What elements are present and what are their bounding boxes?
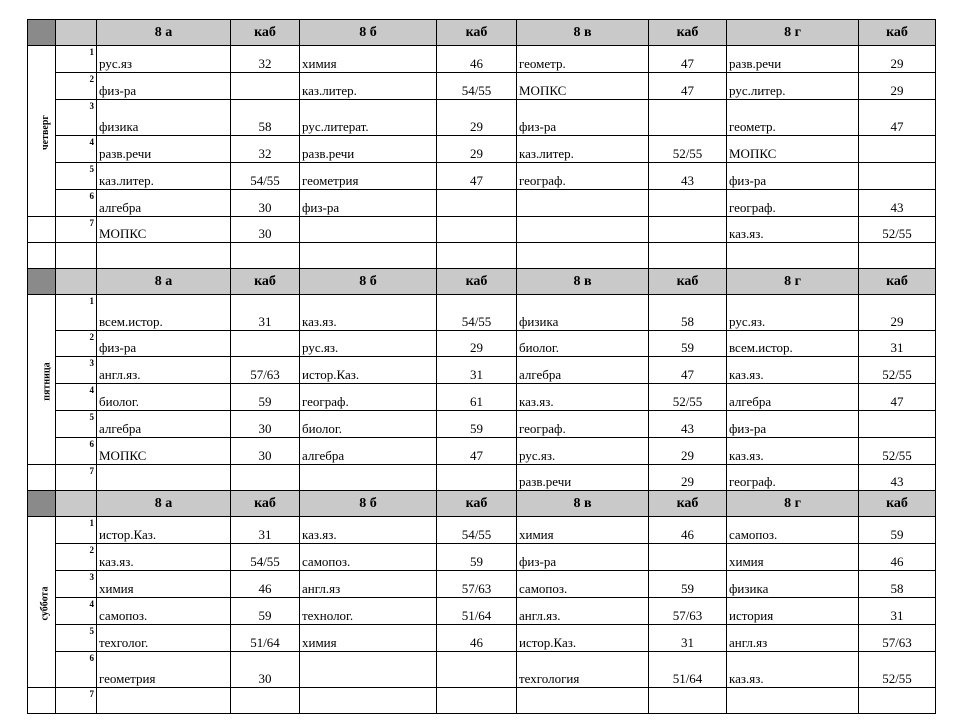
room-cell: 32 — [231, 46, 300, 73]
subject-cell: каз.яз. — [300, 295, 437, 331]
header-room: каб — [649, 20, 727, 46]
subject-cell: физ-ра — [727, 411, 859, 438]
header-room: каб — [859, 269, 936, 295]
lesson-number: 1 — [56, 295, 97, 331]
lesson-number: 7 — [56, 465, 97, 491]
subject-cell: химия — [727, 544, 859, 571]
subject-cell: самопоз. — [97, 598, 231, 625]
room-cell — [231, 73, 300, 100]
subject-cell: МОПКС — [517, 73, 649, 100]
day-label — [28, 46, 56, 217]
subject-cell: разв.речи — [517, 465, 649, 491]
room-cell — [649, 100, 727, 136]
room-cell: 52/55 — [649, 136, 727, 163]
subject-cell: географ. — [517, 163, 649, 190]
room-cell — [437, 465, 517, 491]
lesson-row — [28, 295, 936, 331]
subject-cell: каз.яз. — [97, 544, 231, 571]
lesson-row — [28, 465, 936, 491]
subject-cell: англ.яз. — [517, 598, 649, 625]
subject-cell: физ-ра — [517, 100, 649, 136]
room-cell — [649, 688, 727, 714]
subject-cell: алгебра — [517, 357, 649, 384]
lesson-number: 3 — [56, 357, 97, 384]
subject-cell: рус.яз. — [517, 438, 649, 465]
room-cell: 51/64 — [437, 598, 517, 625]
lesson-number: 1 — [56, 517, 97, 544]
lesson-row — [28, 46, 936, 73]
room-cell — [649, 217, 727, 243]
room-cell: 29 — [859, 46, 936, 73]
room-cell: 52/55 — [859, 438, 936, 465]
day-label-blank — [28, 217, 56, 243]
lesson-number: 5 — [56, 411, 97, 438]
day-label-blank — [28, 465, 56, 491]
subject-cell: самопоз. — [727, 517, 859, 544]
room-cell: 46 — [231, 571, 300, 598]
subject-cell: самопоз. — [300, 544, 437, 571]
lesson-row — [28, 517, 936, 544]
subject-cell: рус.яз. — [727, 295, 859, 331]
room-cell: 59 — [859, 517, 936, 544]
room-cell: 29 — [859, 73, 936, 100]
lesson-row — [28, 163, 936, 190]
room-cell: 29 — [437, 100, 517, 136]
subject-cell: самопоз. — [517, 571, 649, 598]
empty-cell — [28, 243, 56, 269]
header-class: 8 в — [517, 269, 649, 295]
header-room: каб — [437, 20, 517, 46]
lesson-number: 5 — [56, 163, 97, 190]
room-cell: 31 — [231, 295, 300, 331]
room-cell: 61 — [437, 384, 517, 411]
room-cell: 54/55 — [437, 295, 517, 331]
subject-cell — [97, 688, 231, 714]
header-blank — [56, 20, 97, 46]
lesson-number: 7 — [56, 688, 97, 714]
subject-cell: МОПКС — [727, 136, 859, 163]
lesson-row — [28, 384, 936, 411]
subject-cell: всем.истор. — [727, 331, 859, 357]
lesson-number: 6 — [56, 438, 97, 465]
subject-cell: всем.истор. — [97, 295, 231, 331]
room-cell — [649, 544, 727, 571]
room-cell: 52/55 — [859, 652, 936, 688]
day-label — [28, 295, 56, 465]
room-cell: 47 — [437, 438, 517, 465]
subject-cell: рус.литерат. — [300, 100, 437, 136]
subject-cell: технолог. — [300, 598, 437, 625]
header-class: 8 г — [727, 20, 859, 46]
day-name: пятница — [41, 361, 53, 401]
empty-cell — [437, 243, 517, 269]
subject-cell: разв.речи — [727, 46, 859, 73]
subject-cell: англ.яз. — [97, 357, 231, 384]
room-cell: 58 — [859, 571, 936, 598]
header-room: каб — [231, 491, 300, 517]
room-cell: 57/63 — [231, 357, 300, 384]
header-class: 8 а — [97, 20, 231, 46]
room-cell: 54/55 — [437, 73, 517, 100]
subject-cell: каз.яз. — [300, 517, 437, 544]
subject-cell: техгология — [517, 652, 649, 688]
subject-cell: физика — [97, 100, 231, 136]
room-cell: 43 — [859, 190, 936, 217]
subject-cell: каз.яз. — [727, 217, 859, 243]
room-cell: 51/64 — [231, 625, 300, 652]
lesson-row — [28, 331, 936, 357]
room-cell: 46 — [649, 517, 727, 544]
room-cell — [437, 688, 517, 714]
empty-cell — [859, 243, 936, 269]
subject-cell: рус.литер. — [727, 73, 859, 100]
lesson-number: 4 — [56, 598, 97, 625]
subject-cell: алгебра — [97, 411, 231, 438]
subject-cell: физ-ра — [97, 73, 231, 100]
room-cell — [437, 217, 517, 243]
room-cell — [859, 136, 936, 163]
lesson-row — [28, 688, 936, 714]
lesson-number: 3 — [56, 100, 97, 136]
lesson-row — [28, 598, 936, 625]
subject-cell — [727, 688, 859, 714]
subject-cell: каз.литер. — [517, 136, 649, 163]
header-room: каб — [649, 491, 727, 517]
room-cell: 30 — [231, 411, 300, 438]
lesson-row — [28, 652, 936, 688]
header-row — [28, 20, 936, 46]
lesson-row — [28, 190, 936, 217]
room-cell: 57/63 — [859, 625, 936, 652]
subject-cell: физика — [727, 571, 859, 598]
lesson-number: 2 — [56, 73, 97, 100]
room-cell: 47 — [649, 357, 727, 384]
header-room: каб — [437, 269, 517, 295]
subject-cell: физ-ра — [300, 190, 437, 217]
room-cell: 54/55 — [437, 517, 517, 544]
subject-cell — [300, 465, 437, 491]
room-cell: 52/55 — [649, 384, 727, 411]
room-cell — [231, 465, 300, 491]
room-cell: 43 — [859, 465, 936, 491]
day-label — [28, 517, 56, 688]
room-cell: 47 — [649, 73, 727, 100]
empty-cell — [300, 243, 437, 269]
timetable — [27, 19, 936, 714]
subject-cell: история — [727, 598, 859, 625]
lesson-row — [28, 136, 936, 163]
room-cell — [859, 411, 936, 438]
header-class: 8 г — [727, 491, 859, 517]
room-cell: 59 — [649, 571, 727, 598]
subject-cell: каз.яз. — [727, 652, 859, 688]
empty-cell — [231, 243, 300, 269]
subject-cell: химия — [300, 625, 437, 652]
room-cell: 29 — [437, 331, 517, 357]
header-room: каб — [231, 269, 300, 295]
subject-cell: каз.яз. — [727, 357, 859, 384]
subject-cell: физ-ра — [517, 544, 649, 571]
subject-cell: каз.литер. — [97, 163, 231, 190]
room-cell: 51/64 — [649, 652, 727, 688]
subject-cell — [517, 688, 649, 714]
header-class: 8 а — [97, 491, 231, 517]
room-cell: 57/63 — [649, 598, 727, 625]
lesson-number: 6 — [56, 190, 97, 217]
day-name: четверг — [39, 115, 51, 150]
subject-cell: геометр. — [727, 100, 859, 136]
room-cell: 47 — [859, 384, 936, 411]
room-cell — [437, 190, 517, 217]
subject-cell: географ. — [727, 190, 859, 217]
lesson-row — [28, 73, 936, 100]
subject-cell: рус.яз. — [300, 331, 437, 357]
header-blank — [56, 491, 97, 517]
room-cell: 57/63 — [437, 571, 517, 598]
header-blank — [56, 269, 97, 295]
subject-cell: географ. — [300, 384, 437, 411]
room-cell: 31 — [649, 625, 727, 652]
room-cell: 46 — [437, 625, 517, 652]
lesson-row — [28, 625, 936, 652]
subject-cell — [517, 217, 649, 243]
room-cell: 47 — [437, 163, 517, 190]
subject-cell: биолог. — [517, 331, 649, 357]
header-class: 8 а — [97, 269, 231, 295]
room-cell: 32 — [231, 136, 300, 163]
room-cell: 52/55 — [859, 357, 936, 384]
subject-cell: географ. — [517, 411, 649, 438]
subject-cell: химия — [97, 571, 231, 598]
lesson-row — [28, 411, 936, 438]
header-room: каб — [437, 491, 517, 517]
header-class: 8 г — [727, 269, 859, 295]
lesson-number: 4 — [56, 384, 97, 411]
room-cell — [649, 190, 727, 217]
room-cell: 59 — [231, 384, 300, 411]
lesson-number: 5 — [56, 625, 97, 652]
room-cell: 58 — [649, 295, 727, 331]
subject-cell: каз.яз. — [727, 438, 859, 465]
header-class: 8 в — [517, 20, 649, 46]
subject-cell — [517, 190, 649, 217]
subject-cell: физ-ра — [97, 331, 231, 357]
room-cell: 30 — [231, 190, 300, 217]
room-cell: 31 — [437, 357, 517, 384]
subject-cell: разв.речи — [300, 136, 437, 163]
empty-cell — [56, 243, 97, 269]
subject-cell: физика — [517, 295, 649, 331]
lesson-number: 7 — [56, 217, 97, 243]
subject-cell: каз.литер. — [300, 73, 437, 100]
lesson-number: 4 — [56, 136, 97, 163]
lesson-row — [28, 357, 936, 384]
room-cell — [231, 331, 300, 357]
lesson-row — [28, 544, 936, 571]
lesson-row — [28, 571, 936, 598]
room-cell: 30 — [231, 652, 300, 688]
room-cell: 30 — [231, 438, 300, 465]
room-cell: 43 — [649, 411, 727, 438]
subject-cell: МОПКС — [97, 217, 231, 243]
room-cell: 31 — [231, 517, 300, 544]
room-cell: 29 — [649, 438, 727, 465]
subject-cell: геометрия — [97, 652, 231, 688]
header-room: каб — [231, 20, 300, 46]
header-corner — [28, 20, 56, 46]
subject-cell: биолог. — [300, 411, 437, 438]
room-cell — [231, 688, 300, 714]
subject-cell: рус.яз — [97, 46, 231, 73]
room-cell: 54/55 — [231, 544, 300, 571]
lesson-row — [28, 217, 936, 243]
subject-cell: истор.Каз. — [517, 625, 649, 652]
header-row — [28, 269, 936, 295]
subject-cell: англ.яз — [727, 625, 859, 652]
room-cell — [437, 652, 517, 688]
subject-cell — [300, 688, 437, 714]
subject-cell: геометр. — [517, 46, 649, 73]
subject-cell: химия — [300, 46, 437, 73]
subject-cell: МОПКС — [97, 438, 231, 465]
lesson-number: 6 — [56, 652, 97, 688]
room-cell — [859, 163, 936, 190]
subject-cell: химия — [517, 517, 649, 544]
subject-cell: геометрия — [300, 163, 437, 190]
room-cell: 47 — [649, 46, 727, 73]
empty-cell — [727, 243, 859, 269]
room-cell: 30 — [231, 217, 300, 243]
lesson-number: 1 — [56, 46, 97, 73]
header-room: каб — [859, 491, 936, 517]
room-cell: 59 — [649, 331, 727, 357]
room-cell: 46 — [859, 544, 936, 571]
subject-cell: разв.речи — [97, 136, 231, 163]
spacer-row — [28, 243, 936, 269]
room-cell: 59 — [231, 598, 300, 625]
header-row — [28, 491, 936, 517]
header-class: 8 б — [300, 269, 437, 295]
room-cell: 54/55 — [231, 163, 300, 190]
room-cell: 31 — [859, 598, 936, 625]
room-cell: 52/55 — [859, 217, 936, 243]
lesson-number: 2 — [56, 544, 97, 571]
room-cell — [859, 688, 936, 714]
room-cell: 29 — [437, 136, 517, 163]
header-room: каб — [859, 20, 936, 46]
empty-cell — [649, 243, 727, 269]
header-corner — [28, 269, 56, 295]
room-cell: 29 — [859, 295, 936, 331]
subject-cell: физ-ра — [727, 163, 859, 190]
room-cell: 43 — [649, 163, 727, 190]
subject-cell: алгебра — [300, 438, 437, 465]
room-cell: 46 — [437, 46, 517, 73]
room-cell: 31 — [859, 331, 936, 357]
subject-cell — [300, 217, 437, 243]
subject-cell — [97, 465, 231, 491]
subject-cell: техголог. — [97, 625, 231, 652]
subject-cell: биолог. — [97, 384, 231, 411]
room-cell: 59 — [437, 411, 517, 438]
room-cell: 47 — [859, 100, 936, 136]
day-name: суббота — [39, 586, 51, 621]
lesson-number: 3 — [56, 571, 97, 598]
subject-cell: алгебра — [727, 384, 859, 411]
subject-cell — [300, 652, 437, 688]
empty-cell — [97, 243, 231, 269]
lesson-row — [28, 438, 936, 465]
header-corner — [28, 491, 56, 517]
header-class: 8 б — [300, 491, 437, 517]
subject-cell: географ. — [727, 465, 859, 491]
room-cell: 59 — [437, 544, 517, 571]
lesson-row — [28, 100, 936, 136]
day-label-blank — [28, 688, 56, 714]
room-cell: 58 — [231, 100, 300, 136]
subject-cell: истор.Каз. — [300, 357, 437, 384]
header-room: каб — [649, 269, 727, 295]
empty-cell — [517, 243, 649, 269]
subject-cell: каз.яз. — [517, 384, 649, 411]
subject-cell: англ.яз — [300, 571, 437, 598]
room-cell: 29 — [649, 465, 727, 491]
subject-cell: истор.Каз. — [97, 517, 231, 544]
subject-cell: алгебра — [97, 190, 231, 217]
header-class: 8 в — [517, 491, 649, 517]
lesson-number: 2 — [56, 331, 97, 357]
header-class: 8 б — [300, 20, 437, 46]
